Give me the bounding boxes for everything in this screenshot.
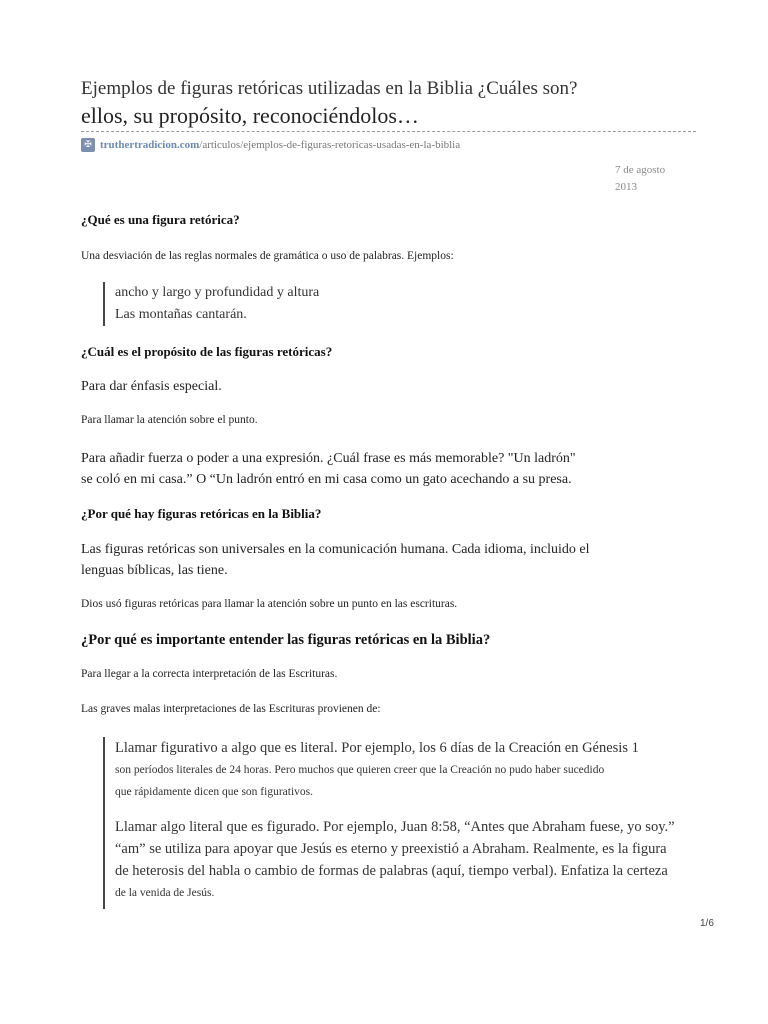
quote-line: “am” se utiliza para apoyar que Jesús es eterno y preexistió a Abraham. Realmente, es la figura (115, 841, 667, 857)
section2-p3 (81, 448, 576, 490)
title-divider (81, 131, 696, 132)
section2-p1: Para dar énfasis especial. (81, 379, 222, 394)
misinterpretations-quote (103, 737, 715, 909)
section-heading-purpose: ¿Cuál es el propósito de las figuras retóricas? (81, 344, 333, 359)
publish-date (615, 162, 685, 196)
page-number: 1/6 (700, 918, 714, 929)
quote-line: Llamar algo literal que es figurado. Por ejemplo, Juan 8:58, “Antes que Abraham fuese, yo soy.” (115, 819, 675, 835)
section4-p1: Para llegar a la correcta interpretación de las Escrituras. (81, 668, 338, 680)
section-heading-importance: ¿Por qué es importante entender las figuras retóricas en la Biblia? (81, 632, 491, 648)
paragraph-line: Las figuras retóricas son universales en la comunicación humana. Cada idioma, incluido el (81, 542, 590, 557)
page-title-line2: ellos, su propósito, reconociéndolos… (81, 103, 419, 128)
source-url[interactable] (81, 138, 460, 152)
section-heading-what-is: ¿Qué es una figura retórica? (81, 212, 240, 227)
page-title-line1: Ejemplos de figuras retóricas utilizadas en la Biblia ¿Cuáles son? (81, 78, 578, 99)
url-domain[interactable]: truthertradicion.com (100, 139, 200, 151)
section1-text: Una desviación de las reglas normales de gramática o uso de palabras. Ejemplos: (81, 250, 454, 262)
paragraph-line: se coló en mi casa.” O “Un ladrón entró en mi casa como un gato acechando a su presa. (81, 472, 572, 487)
section2-p2: Para llamar la atención sobre el punto. (81, 414, 258, 426)
section-heading-why-bible: ¿Por qué hay figuras retóricas en la Biblia? (81, 506, 322, 521)
example-quote (103, 282, 319, 326)
url-path[interactable]: /articulos/ejemplos-de-figuras-retoricas-usadas-en-la-biblia (199, 139, 461, 151)
date-year: 2013 (615, 181, 637, 193)
paragraph-line: lenguas bíblicas, las tiene. (81, 563, 228, 578)
paragraph-line: Para añadir fuerza o poder a una expresión. ¿Cuál frase es más memorable? "Un ladrón" (81, 451, 576, 466)
quote-line: que rápidamente dicen que son figurativos. (115, 786, 313, 798)
quote-line: Llamar figurativo a algo que es literal. Por ejemplo, los 6 días de la Creación en Génesis 1 (115, 740, 639, 756)
section4-p2: Las graves malas interpretaciones de las Escrituras provienen de: (81, 703, 381, 715)
quote-line: de la venida de Jesús. (115, 887, 215, 899)
date-day-month: 7 de agosto (615, 164, 666, 176)
quote-line: Las montañas cantarán. (115, 307, 247, 322)
quote-line: ancho y largo y profundidad y altura (115, 285, 320, 300)
section3-p1 (81, 539, 590, 581)
quote-line: son períodos literales de 24 horas. Pero muchos que quieren creer que la Creación no pudo haber sucedido (115, 764, 605, 776)
quote-line: de heterosis del habla o cambio de formas de palabras (aquí, tiempo verbal). Enfatiza la certeza (115, 863, 668, 879)
section3-p2: Dios usó figuras retóricas para llamar la atención sobre un punto en las escrituras. (81, 598, 458, 610)
site-favicon-icon: ✠ (81, 138, 95, 152)
